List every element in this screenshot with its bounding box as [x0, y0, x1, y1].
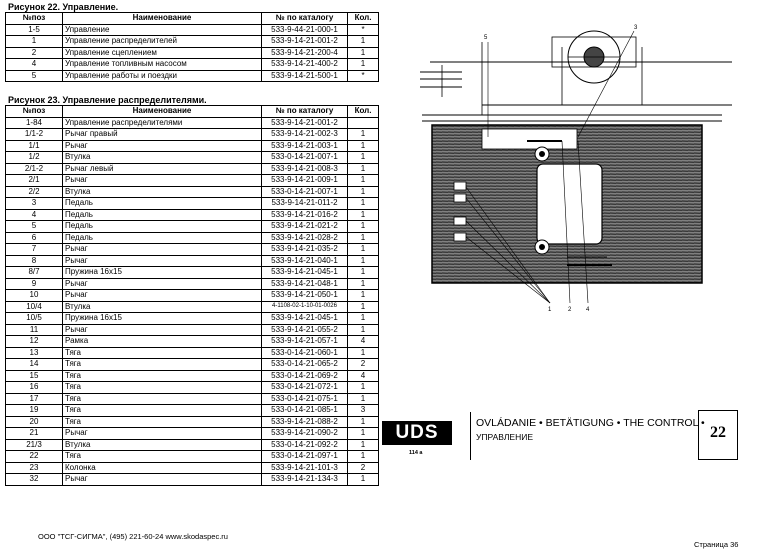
figure-23-parts-table [5, 105, 379, 486]
cell-catalog: 533-9-14-21-002-3 [262, 129, 348, 141]
table-row [6, 267, 379, 279]
cell-name: Втулка [63, 439, 262, 451]
cell-catalog: 533-0-14-21-065-2 [262, 359, 348, 371]
cell-catalog: 533-9-14-21-057-1 [262, 336, 348, 348]
cell-catalog: 533-9-14-21-001-2 [262, 117, 348, 129]
cell-qty: 1 [348, 416, 379, 428]
cell-name: Тяга [63, 382, 262, 394]
cell-qty: 1 [348, 129, 379, 141]
cell-name: Рычаг [63, 244, 262, 256]
table-row [6, 359, 379, 371]
cell-qty: 1 [348, 244, 379, 256]
callout-5: 5 [484, 35, 488, 41]
cell-qty: 1 [348, 290, 379, 302]
cell-qty: 2 [348, 359, 379, 371]
table-row [6, 336, 379, 348]
cell-name: Рычаг [63, 474, 262, 486]
cell-catalog: 533-9-14-21-003-1 [262, 140, 348, 152]
cell-pos: 8/7 [6, 267, 63, 279]
cell-pos: 13 [6, 347, 63, 359]
cell-name: Управление сцеплением [63, 47, 262, 59]
cell-name: Тяга [63, 451, 262, 463]
cell-pos: 19 [6, 405, 63, 417]
cell-pos: 21/3 [6, 439, 63, 451]
cell-qty: 1 [348, 428, 379, 440]
cell-qty: 1 [348, 278, 379, 290]
control-assembly-drawing [382, 17, 744, 317]
cell-catalog: 533-9-14-21-400-2 [262, 59, 348, 71]
cell-pos: 20 [6, 416, 63, 428]
cell-qty: 1 [348, 140, 379, 152]
cell-catalog: 533-9-14-21-001-2 [262, 36, 348, 48]
cell-pos: 10/5 [6, 313, 63, 325]
cell-pos: 10/4 [6, 301, 63, 313]
table-row [6, 70, 379, 82]
cell-qty [348, 117, 379, 129]
cell-pos: 7 [6, 244, 63, 256]
cell-pos: 2/2 [6, 186, 63, 198]
table-row [6, 255, 379, 267]
cell-name: Тяга [63, 393, 262, 405]
cell-qty: 1 [348, 221, 379, 233]
cell-name: Рычаг [63, 278, 262, 290]
cell-qty: 1 [348, 324, 379, 336]
cell-catalog: 533-9-14-21-011-2 [262, 198, 348, 210]
cell-name: Рычаг [63, 290, 262, 302]
cell-qty: 4 [348, 336, 379, 348]
cell-qty: 1 [348, 175, 379, 187]
cell-catalog: 533-9-14-21-050-1 [262, 290, 348, 302]
cell-name: Тяга [63, 347, 262, 359]
cell-catalog: 533-9-44-21-000-1 [262, 24, 348, 36]
table-row [6, 59, 379, 71]
cell-qty: 1 [348, 198, 379, 210]
cell-pos: 11 [6, 324, 63, 336]
table-row [6, 129, 379, 141]
cell-qty: 1 [348, 152, 379, 164]
cell-pos: 32 [6, 474, 63, 486]
table-row [6, 290, 379, 302]
cell-pos: 10 [6, 290, 63, 302]
cell-name: Тяга [63, 370, 262, 382]
cell-catalog: 533-9-14-21-048-1 [262, 278, 348, 290]
table-row [6, 198, 379, 210]
cell-qty: 1 [348, 186, 379, 198]
cell-catalog: 533-0-14-21-072-1 [262, 382, 348, 394]
cell-qty: 1 [348, 59, 379, 71]
cell-name: Рамка [63, 336, 262, 348]
cell-name: Рычаг [63, 140, 262, 152]
cell-pos: 21 [6, 428, 63, 440]
table-row [6, 117, 379, 129]
cell-name: Рычаг [63, 428, 262, 440]
cell-name: Рычаг [63, 175, 262, 187]
cell-pos: 23 [6, 462, 63, 474]
cell-qty: 1 [348, 209, 379, 221]
cell-name: Педаль [63, 198, 262, 210]
cell-qty: 1 [348, 439, 379, 451]
cell-catalog: 533-9-14-21-090-2 [262, 428, 348, 440]
cell-qty: 1 [348, 163, 379, 175]
cell-catalog: 533-9-14-21-021-2 [262, 221, 348, 233]
cell-pos: 3 [6, 198, 63, 210]
cell-pos: 8 [6, 255, 63, 267]
cell-name: Тяга [63, 405, 262, 417]
table-row [6, 186, 379, 198]
figure-22-parts-table [5, 12, 379, 82]
cell-pos: 2/1-2 [6, 163, 63, 175]
table-row [6, 209, 379, 221]
table-row [6, 324, 379, 336]
logo-model: 114 a [409, 450, 423, 456]
callout-1: 1 [548, 307, 552, 313]
cell-catalog: 533-0-14-21-092-2 [262, 439, 348, 451]
cell-catalog: 533-9-14-21-101-3 [262, 462, 348, 474]
uds-logo: UDS [382, 421, 452, 445]
table-row [6, 393, 379, 405]
table-row [6, 462, 379, 474]
cell-catalog: 533-9-14-21-055-2 [262, 324, 348, 336]
cell-catalog: 533-0-14-21-007-1 [262, 186, 348, 198]
cell-pos: 2/1 [6, 175, 63, 187]
cell-qty: 1 [348, 382, 379, 394]
figure-22-heading: Рисунок 22. Управление. [8, 2, 119, 12]
cell-name: Педаль [63, 209, 262, 221]
cell-pos: 2 [6, 47, 63, 59]
cell-pos: 16 [6, 382, 63, 394]
cell-pos: 6 [6, 232, 63, 244]
table-row [6, 370, 379, 382]
cell-catalog: 533-9-14-21-035-2 [262, 244, 348, 256]
cell-qty: 3 [348, 405, 379, 417]
cell-catalog: 533-9-14-21-088-2 [262, 416, 348, 428]
cell-name: Рычаг [63, 255, 262, 267]
figure-number: 22 [710, 424, 726, 441]
company-footer: ООО "ТСГ-СИГМА", (495) 221-60-24 www.skodaspec.ru [38, 532, 228, 541]
cell-name: Рычаг правый [63, 129, 262, 141]
cell-name: Управление распределителями [63, 117, 262, 129]
table-row [6, 47, 379, 59]
cell-pos: 5 [6, 70, 63, 82]
cell-qty: 1 [348, 232, 379, 244]
cell-catalog: 533-9-14-21-009-1 [262, 175, 348, 187]
cell-pos: 1 [6, 36, 63, 48]
cell-catalog: 533-9-14-21-200-4 [262, 47, 348, 59]
cell-catalog: 533-9-14-21-045-1 [262, 313, 348, 325]
table-row [6, 382, 379, 394]
callout-3: 3 [634, 25, 638, 31]
cell-catalog: 533-0-14-21-085-1 [262, 405, 348, 417]
table-row [6, 152, 379, 164]
cell-catalog: 533-9-14-21-008-3 [262, 163, 348, 175]
page-number: Страница 36 [694, 540, 739, 549]
table-row [6, 451, 379, 463]
table-header-row [6, 106, 379, 118]
table-row [6, 474, 379, 486]
cell-catalog: 533-0-14-21-007-1 [262, 152, 348, 164]
table-row [6, 301, 379, 313]
cell-name: Втулка [63, 186, 262, 198]
figure-23-heading: Рисунок 23. Управление распределителями. [8, 95, 207, 105]
title-plate [382, 410, 744, 462]
plate-subtitle: УПРАВЛЕНИЕ [476, 432, 534, 442]
cell-qty: 4 [348, 370, 379, 382]
cell-name: Тяга [63, 416, 262, 428]
table-row [6, 405, 379, 417]
cell-pos: 1/2 [6, 152, 63, 164]
cell-catalog: 533-9-14-21-028-2 [262, 232, 348, 244]
cell-qty: 1 [348, 47, 379, 59]
col-header-pos: №поз [6, 106, 63, 118]
table-row [6, 313, 379, 325]
cell-qty: 1 [348, 474, 379, 486]
cell-catalog: 533-9-14-21-500-1 [262, 70, 348, 82]
cell-qty: 1 [348, 393, 379, 405]
cell-qty: 1 [348, 255, 379, 267]
cell-qty: 1 [348, 301, 379, 313]
table-row [6, 232, 379, 244]
cell-pos: 1-84 [6, 117, 63, 129]
table-row [6, 416, 379, 428]
col-header-pos: №поз [6, 13, 63, 25]
col-header-catalog: № по каталогу [262, 13, 348, 25]
cell-pos: 5 [6, 221, 63, 233]
col-header-catalog: № по каталогу [262, 106, 348, 118]
cell-name: Управление [63, 24, 262, 36]
cell-catalog: 533-0-14-21-069-2 [262, 370, 348, 382]
table-row [6, 24, 379, 36]
callout-2: 2 [568, 307, 572, 313]
plate-title: OVLÁDANIE • BETÄTIGUNG • THE CONTROL • [476, 417, 705, 429]
table-header-row [6, 13, 379, 25]
cell-qty: * [348, 24, 379, 36]
cell-pos: 15 [6, 370, 63, 382]
cell-pos: 14 [6, 359, 63, 371]
cell-name: Втулка [63, 152, 262, 164]
plate-divider [470, 412, 471, 460]
cell-pos: 1/1-2 [6, 129, 63, 141]
cell-pos: 9 [6, 278, 63, 290]
cell-catalog: 533-0-14-21-097-1 [262, 451, 348, 463]
cell-qty: 1 [348, 451, 379, 463]
cell-name: Тяга [63, 359, 262, 371]
cell-pos: 1-5 [6, 24, 63, 36]
cell-catalog: 533-9-14-21-040-1 [262, 255, 348, 267]
cell-pos: 1/1 [6, 140, 63, 152]
cell-name: Рычаг [63, 324, 262, 336]
cell-pos: 12 [6, 336, 63, 348]
cell-pos: 17 [6, 393, 63, 405]
cell-name: Пружина 16х15 [63, 313, 262, 325]
cell-pos: 4 [6, 59, 63, 71]
cell-catalog: 533-9-14-21-045-1 [262, 267, 348, 279]
table-row [6, 36, 379, 48]
cell-catalog: 4-1108-02-1-10-01-0026 [262, 301, 348, 313]
cell-pos: 22 [6, 451, 63, 463]
cell-name: Рычаг левый [63, 163, 262, 175]
col-header-qty: Кол. [348, 106, 379, 118]
cell-name: Втулка [63, 301, 262, 313]
cell-qty: 2 [348, 462, 379, 474]
cell-qty: 1 [348, 313, 379, 325]
cell-qty: 1 [348, 347, 379, 359]
col-header-qty: Кол. [348, 13, 379, 25]
cell-pos: 4 [6, 209, 63, 221]
cell-catalog: 533-9-14-21-016-2 [262, 209, 348, 221]
table-row [6, 163, 379, 175]
cell-catalog: 533-9-14-21-134-3 [262, 474, 348, 486]
cell-catalog: 533-0-14-21-075-1 [262, 393, 348, 405]
col-header-name: Наименование [63, 106, 262, 118]
cell-name: Пружина 16х15 [63, 267, 262, 279]
callout-4: 4 [586, 307, 590, 313]
cell-name: Педаль [63, 232, 262, 244]
cell-catalog: 533-0-14-21-060-1 [262, 347, 348, 359]
table-row [6, 244, 379, 256]
col-header-name: Наименование [63, 13, 262, 25]
cell-name: Управление работы и поездки [63, 70, 262, 82]
table-row [6, 221, 379, 233]
table-row [6, 428, 379, 440]
table-row [6, 347, 379, 359]
table-row [6, 175, 379, 187]
cell-name: Управление топливным насосом [63, 59, 262, 71]
table-row [6, 278, 379, 290]
cell-name: Педаль [63, 221, 262, 233]
table-row [6, 439, 379, 451]
cell-qty: * [348, 70, 379, 82]
cell-qty: 1 [348, 267, 379, 279]
cell-qty: 1 [348, 36, 379, 48]
cell-name: Управление распределителей [63, 36, 262, 48]
table-row [6, 140, 379, 152]
cell-name: Колонка [63, 462, 262, 474]
